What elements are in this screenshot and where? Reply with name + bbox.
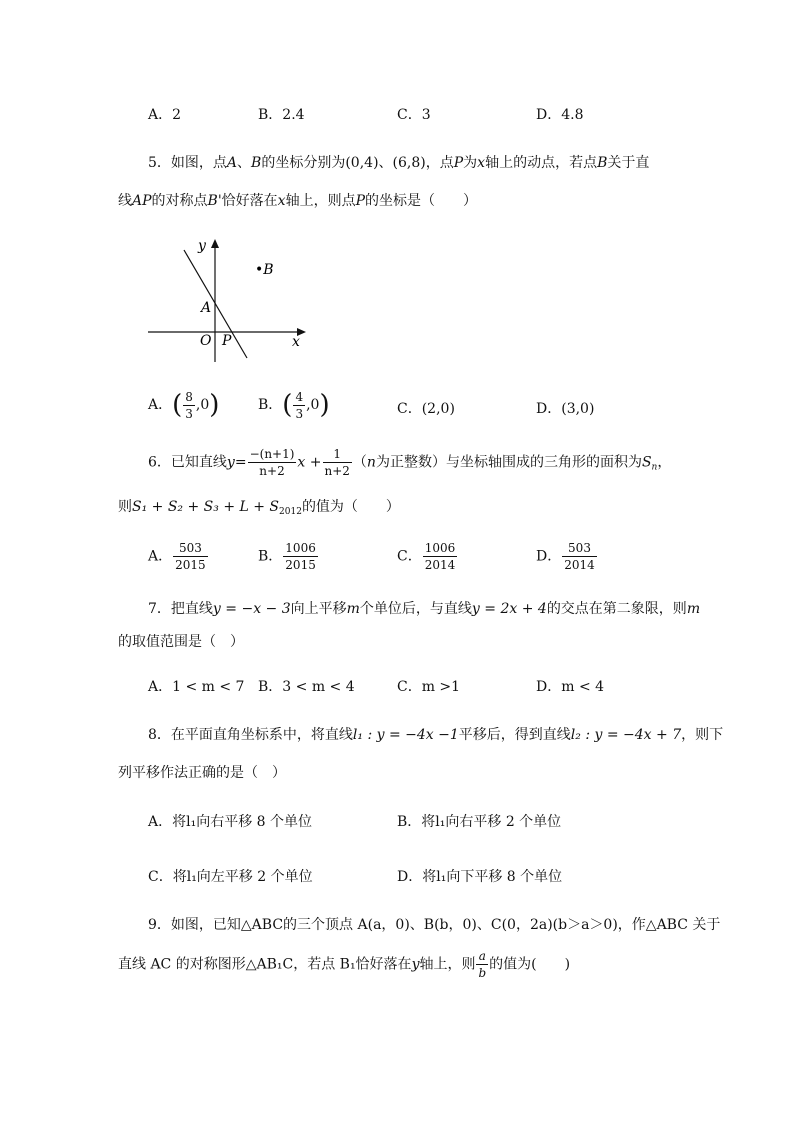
q5-option-d: D．(3,0) [536, 401, 595, 417]
q5-line1: 5．如图，点A、B的坐标分别为(0,4)、(6,8)，点P为x轴上的动点，若点B关于直 [148, 155, 650, 171]
y-axis-arrow [211, 239, 219, 248]
q8-option-a: A．将l₁向右平移 8 个单位 [148, 814, 313, 830]
q7-option-b: B．3 < m < 4 [258, 679, 355, 695]
q9-line2: 直线 AC 的对称图形△AB₁C，若点 B₁恰好落在y轴上，则 $\frac{a}{b}$ 的值为( ) [118, 949, 571, 980]
label-p: P [222, 333, 232, 349]
q7-line1: 7．把直线y = −x − 3向上平移m个单位后，与直线y = 2x + 4的交点在第二象限，则m [148, 601, 701, 617]
q4-option-a: A．2 [148, 107, 182, 123]
q4-option-c: C．3 [397, 107, 431, 123]
q7-line2: 的取值范围是（ ） [118, 634, 244, 650]
q8-line2: 列平移作法正确的是（ ） [118, 765, 286, 781]
q5-line2: 线AP的对称点B'恰好落在x轴上，则点P的坐标是（ ） [118, 193, 477, 209]
q7-option-a: A．1 < m < 7 [148, 679, 245, 695]
q5-option-a: A．( $\frac{8}{3}$ ,0) [148, 389, 220, 421]
q6-line1: 6．已知直线y= $\frac{-(n+1)}{n+2}$ x + $\frac{1}{n+2}$ （n为正整数）与坐标轴围成的三角形的面积为$S_n$， [148, 447, 672, 478]
label-o: O [200, 333, 212, 349]
label-a: A [201, 300, 212, 316]
q5-option-b: B．( $\frac{4}{3}$ ,0) [258, 389, 330, 421]
label-y: y [198, 238, 206, 254]
q6-option-c: C． $\frac{1006}{2014}$ [397, 541, 456, 572]
q6-option-d: D． $\frac{503}{2014}$ [536, 541, 595, 572]
q7-option-d: D．m < 4 [536, 679, 605, 695]
q7-option-c: C．m >1 [397, 679, 461, 695]
q6-line2: 则$S_1 + S_2 + S_3 + L + S_{2012}$的值为（ ） [118, 499, 400, 517]
q6-option-a: A． $\frac{503}{2015}$ [148, 541, 206, 572]
q4-option-b: B．2.4 [258, 107, 305, 123]
q8-option-d: D．将l₁向下平移 8 个单位 [397, 869, 563, 885]
q8-line1: 8．在平面直角坐标系中，将直线l₁ : y = −4x −1平移后，得到直线l₂ : y = −4x + 7，则下 [148, 727, 724, 743]
q9-line1: 9．如图，已知△ABC的三个顶点 A(a，0)、B(b，0)、C(0，2a)(b＞a＞0)，作△ABC 关于 [148, 917, 721, 933]
q5-figure [140, 232, 320, 372]
label-b: •B [255, 262, 274, 278]
q4-option-d: D．4.8 [536, 107, 584, 123]
q8-option-c: C．将l₁向左平移 2 个单位 [148, 869, 313, 885]
q8-option-b: B．将l₁向右平移 2 个单位 [397, 814, 562, 830]
label-x: x [292, 334, 300, 350]
q5-option-c: C．(2,0) [397, 401, 455, 417]
q6-option-b: B． $\frac{1006}{2015}$ [258, 541, 316, 572]
